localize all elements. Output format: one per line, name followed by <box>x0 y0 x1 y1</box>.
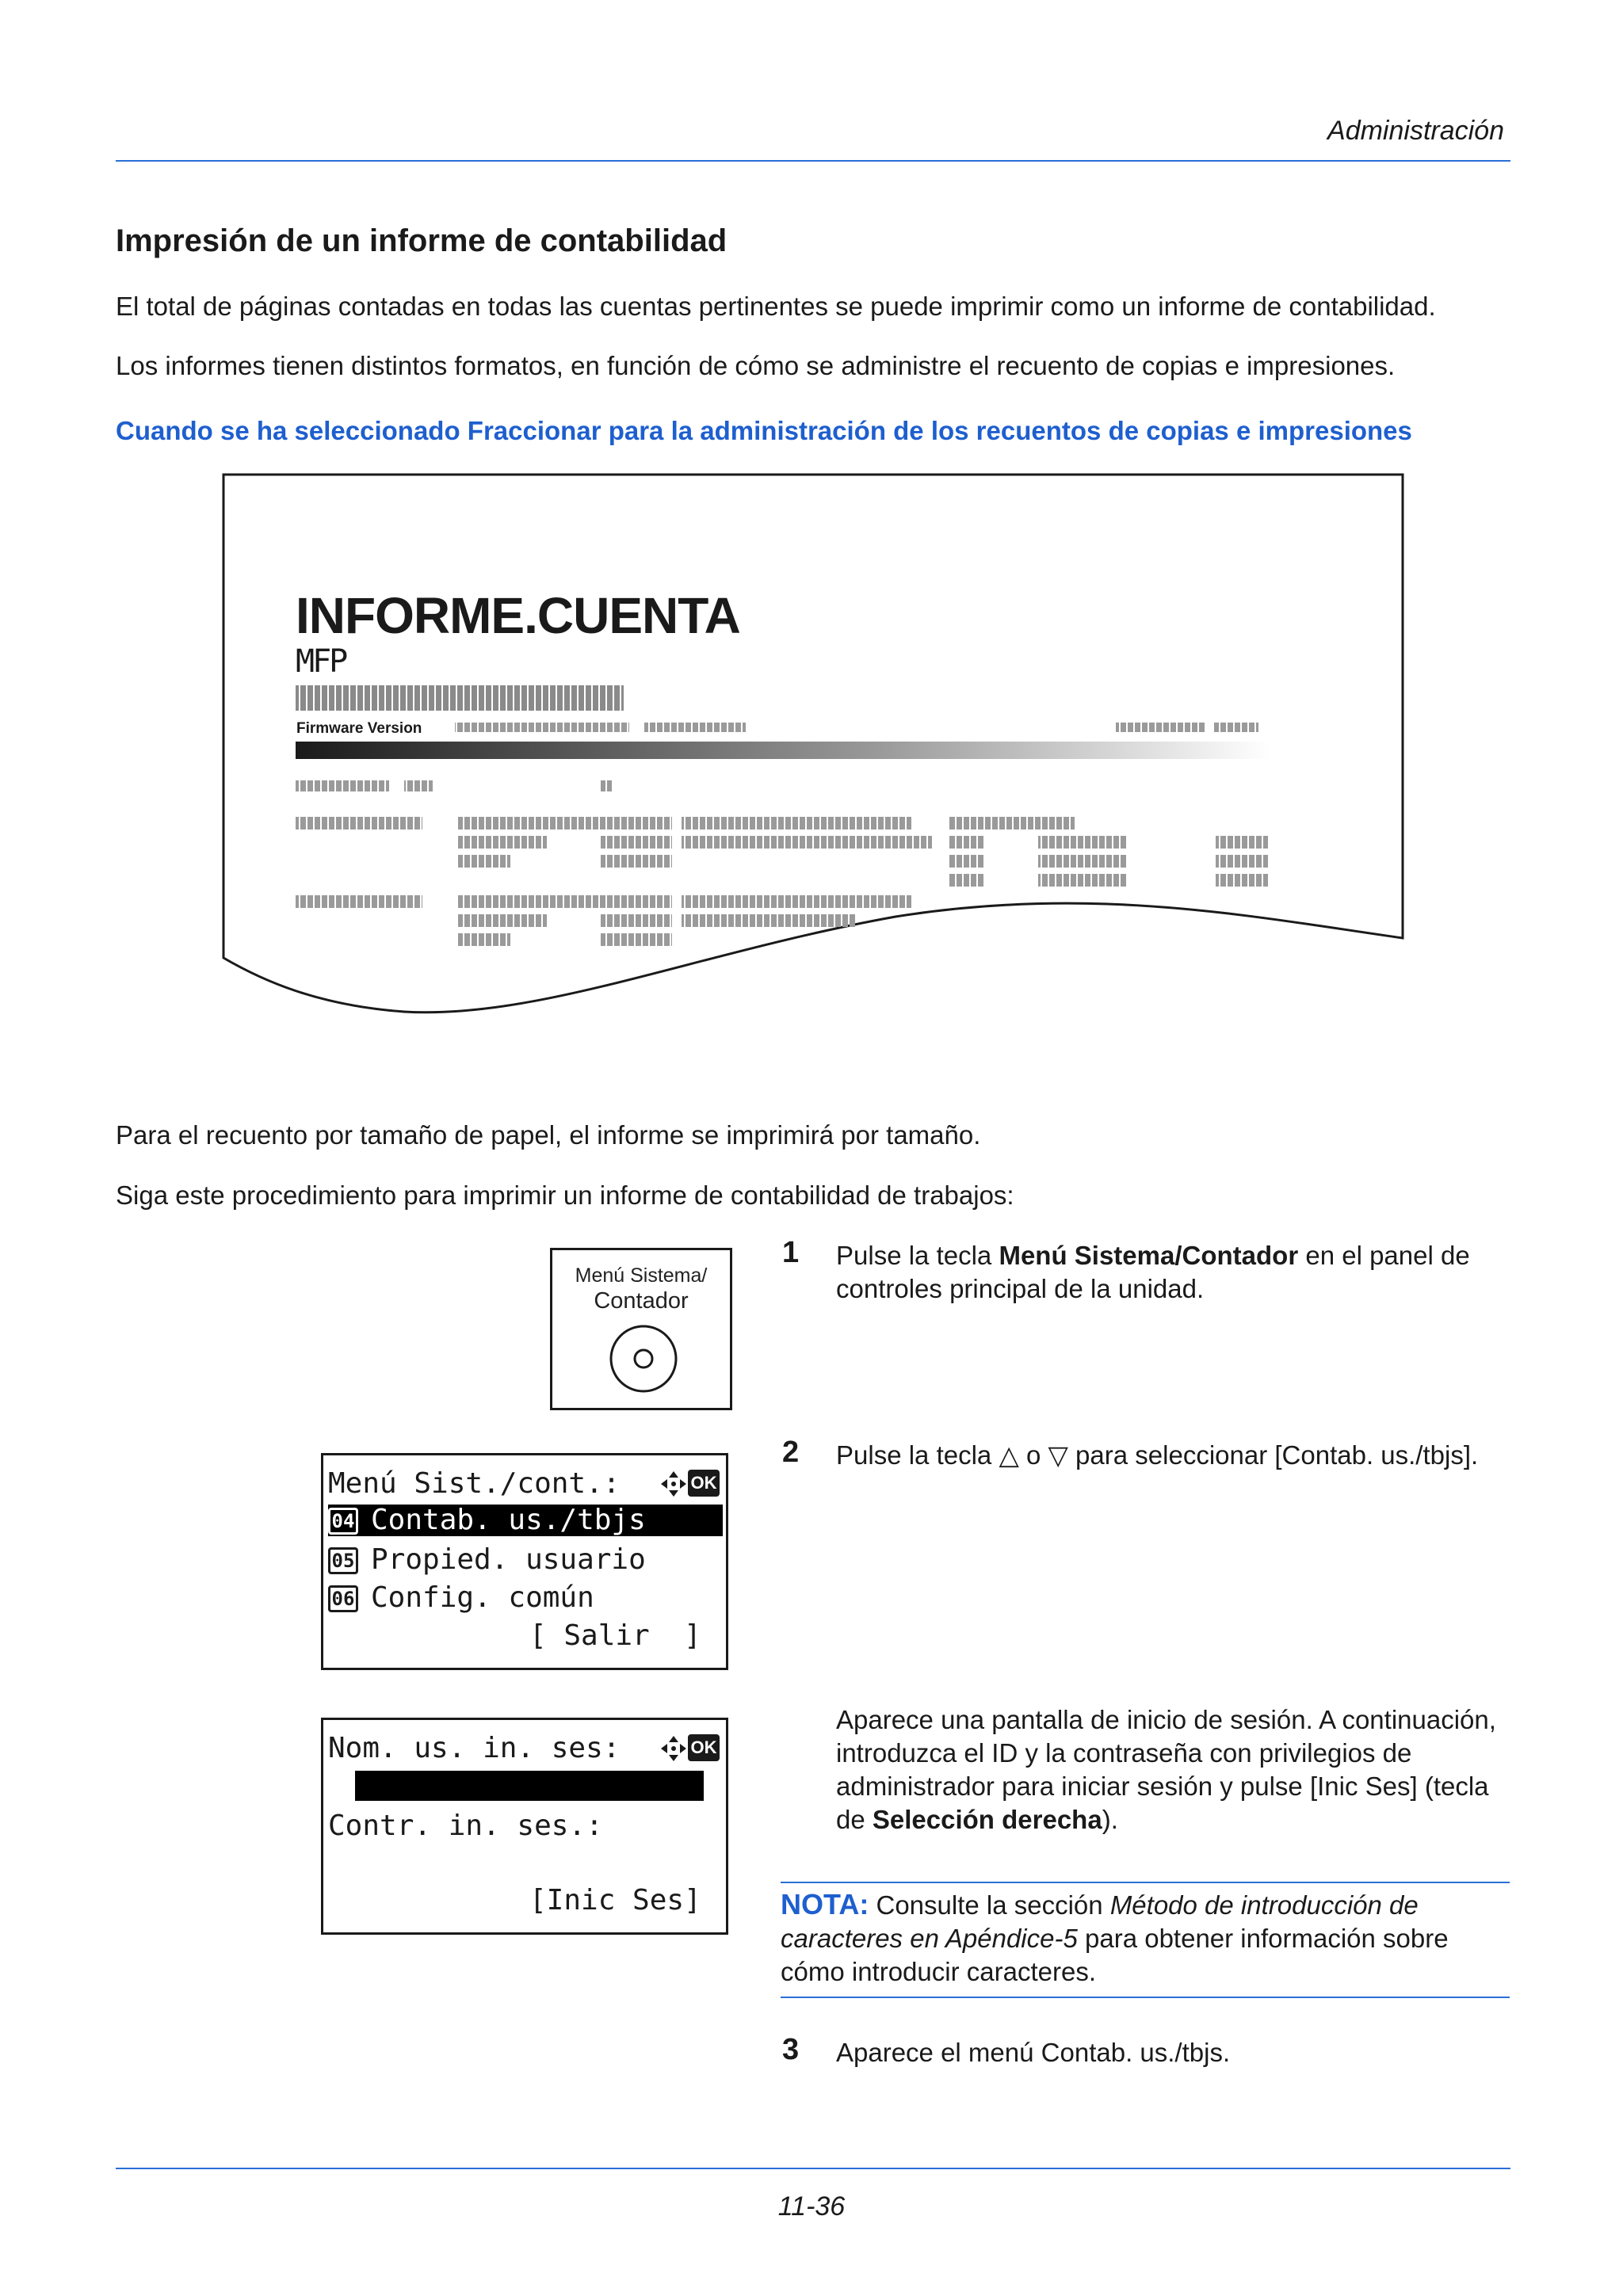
lcd1-row: 06 Config. común <box>328 1581 594 1615</box>
lcd1-title: Menú Sist./cont.: <box>328 1467 621 1500</box>
paragraph-2: Los informes tienen distintos formatos, en función de cómo se administre el recuento de copias e impresiones. <box>116 351 1396 380</box>
ok-icon: OK <box>688 1734 720 1761</box>
page-number: 11-36 <box>777 2191 846 2222</box>
step-1-text: Pulse la tecla Menú Sistema/Contador en el panel de controles principal de la unidad. <box>836 1241 1470 1303</box>
paragraph-1: El total de páginas contadas en todas las cuentas pertinentes se puede imprimir como un informe de contabilidad. <box>116 292 1436 321</box>
step-3-text: Aparece el menú Contab. us./tbjs. <box>836 2038 1231 2067</box>
key-label-line1: Menú Sistema/ <box>575 1264 708 1287</box>
step-1-number: 1 <box>782 1236 800 1269</box>
report-firmware-label: Firmware Version <box>296 720 422 737</box>
lcd1-row: 05 Propied. usuario <box>328 1543 646 1577</box>
key-label-line2: Contador <box>594 1288 689 1314</box>
note-box: NOTA: Consulte la sección Método de introducción de caracteres en Apéndice-5 para obtener información sobre cómo introducir caracteres. <box>781 1888 1449 1986</box>
note-top-rule <box>781 1882 1510 1883</box>
lcd2-username-label: Nom. us. in. ses: <box>328 1732 621 1764</box>
note-label: NOTA: <box>781 1888 869 1920</box>
header-title: Administración <box>1327 116 1504 146</box>
step-3-number: 3 <box>782 2033 800 2066</box>
header-rule <box>116 160 1510 162</box>
step-2-text: Pulse la tecla △ o ▽ para seleccionar [Contab. us./tbjs]. <box>836 1440 1479 1470</box>
lcd1-row-selected: 04 Contab. us./tbjs <box>328 1503 646 1538</box>
four-way-arrow-icon <box>659 1470 688 1498</box>
report-gradient-bar <box>296 742 1270 759</box>
step-2-login-text: Aparece una pantalla de inicio de sesión. A continuación, introduzca el ID y la contraseña con privilegios de administrador para iniciar sesión y pulse [Inic Ses] (tecla de Selección derecha). <box>836 1705 1496 1834</box>
paragraph-3: Para el recuento por tamaño de papel, el informe se imprimirá por tamaño. <box>116 1120 981 1150</box>
note-bottom-rule <box>781 1997 1510 1998</box>
section-title: Impresión de un informe de contabilidad <box>116 223 727 258</box>
ok-icon: OK <box>688 1470 720 1497</box>
lcd2-softkey-login: [Inic Ses] <box>529 1884 701 1917</box>
lcd-system-menu <box>321 1453 728 1670</box>
step-2-number: 2 <box>782 1436 800 1469</box>
report-illustration <box>222 473 1404 1028</box>
lcd1-softkey-exit: [ Salir ] <box>529 1619 701 1652</box>
system-menu-counter-key <box>550 1248 732 1410</box>
lcd2-password-label: Contr. in. ses.: <box>328 1810 603 1842</box>
four-way-arrow-icon <box>659 1734 688 1763</box>
key-button-icon <box>608 1323 679 1394</box>
lcd2-username-field <box>355 1771 704 1801</box>
report-model: MFP <box>296 643 346 680</box>
report-id-blocks <box>296 685 624 711</box>
report-title: INFORME.CUENTA <box>296 587 740 644</box>
footer-rule <box>116 2168 1510 2169</box>
subheading: Cuando se ha seleccionado Fraccionar para la administración de los recuentos de copias e impresiones <box>116 416 1412 445</box>
lcd-login <box>321 1718 728 1935</box>
paragraph-4: Siga este procedimiento para imprimir un informe de contabilidad de trabajos: <box>116 1180 1014 1210</box>
